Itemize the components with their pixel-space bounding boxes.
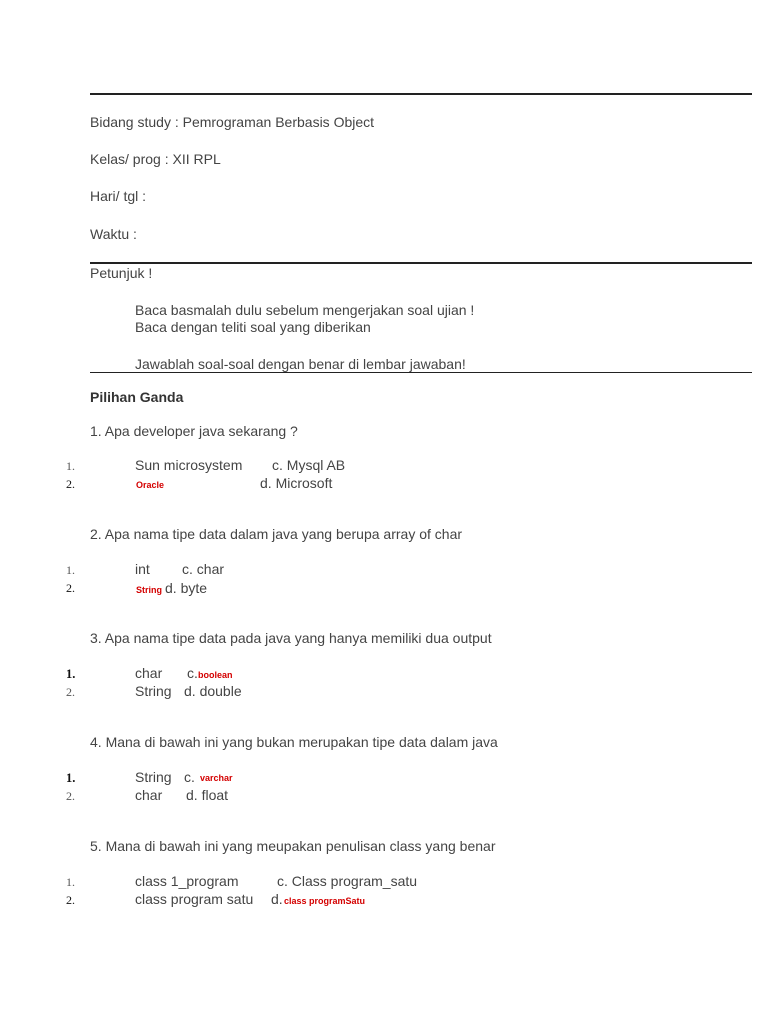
question-text: 3. Apa nama tipe data pada java yang hanya memiliki dua output: [90, 630, 492, 646]
option-d: d. float: [186, 787, 229, 803]
option-c-prefix: c.: [184, 769, 195, 785]
option-d-answer: class programSatu: [284, 896, 366, 906]
option-d: d. Microsoft: [260, 475, 333, 491]
option-a: int: [135, 561, 150, 577]
option-c: c. Mysql AB: [272, 457, 346, 473]
option-a: Sun microsystem: [135, 457, 243, 473]
date-line: Hari/ tgl :: [90, 188, 147, 204]
instruction-item: Baca dengan teliti soal yang diberikan: [135, 319, 371, 335]
instructions-divider: [90, 372, 752, 373]
option-a: String: [135, 769, 172, 785]
option-number: 2.: [66, 477, 75, 491]
option-c-prefix: c.: [187, 665, 198, 681]
header-divider: [90, 262, 752, 264]
option-number: 1.: [66, 667, 76, 681]
option-number: 2.: [66, 685, 75, 699]
option-a: char: [135, 665, 163, 681]
section-title: Pilihan Ganda: [90, 389, 184, 405]
option-number: 1.: [66, 563, 75, 577]
option-d-prefix: d.: [271, 891, 283, 907]
option-c-answer: boolean: [198, 670, 233, 680]
option-b: char: [135, 787, 163, 803]
option-c: c. Class program_satu: [277, 873, 418, 889]
option-d: d. double: [184, 683, 242, 699]
option-number: 2.: [66, 789, 75, 803]
option-b: class program satu: [135, 891, 254, 907]
option-number: 1.: [66, 459, 75, 473]
question-text: 5. Mana di bawah ini yang meupakan penulisan class yang benar: [90, 838, 496, 854]
option-b-answer: Oracle: [136, 480, 165, 490]
option-number: 2.: [66, 893, 75, 907]
option-b-answer: String: [136, 585, 162, 595]
option-number: 1.: [66, 771, 76, 785]
subject-line: Bidang study : Pemrograman Berbasis Object: [90, 114, 375, 130]
instruction-item: Baca basmalah dulu sebelum mengerjakan soal ujian !: [135, 302, 475, 318]
option-number: 2.: [66, 581, 75, 595]
top-rule: [90, 93, 752, 95]
question-text: 1. Apa developer java sekarang ?: [90, 423, 298, 439]
option-a: class 1_program: [135, 873, 239, 889]
question-text: 2. Apa nama tipe data dalam java yang berupa array of char: [90, 526, 463, 542]
option-c-answer: varchar: [200, 773, 233, 783]
instructions-title: Petunjuk !: [90, 265, 153, 281]
option-number: 1.: [66, 875, 75, 889]
option-d: d. byte: [165, 580, 208, 596]
instruction-item: Jawablah soal-soal dengan benar di lembar jawaban!: [135, 356, 466, 372]
option-b: String: [135, 683, 172, 699]
option-c: c. char: [182, 561, 225, 577]
time-line: Waktu :: [90, 226, 137, 242]
question-text: 4. Mana di bawah ini yang bukan merupakan tipe data dalam java: [90, 734, 498, 750]
class-line: Kelas/ prog : XII RPL: [90, 151, 221, 167]
